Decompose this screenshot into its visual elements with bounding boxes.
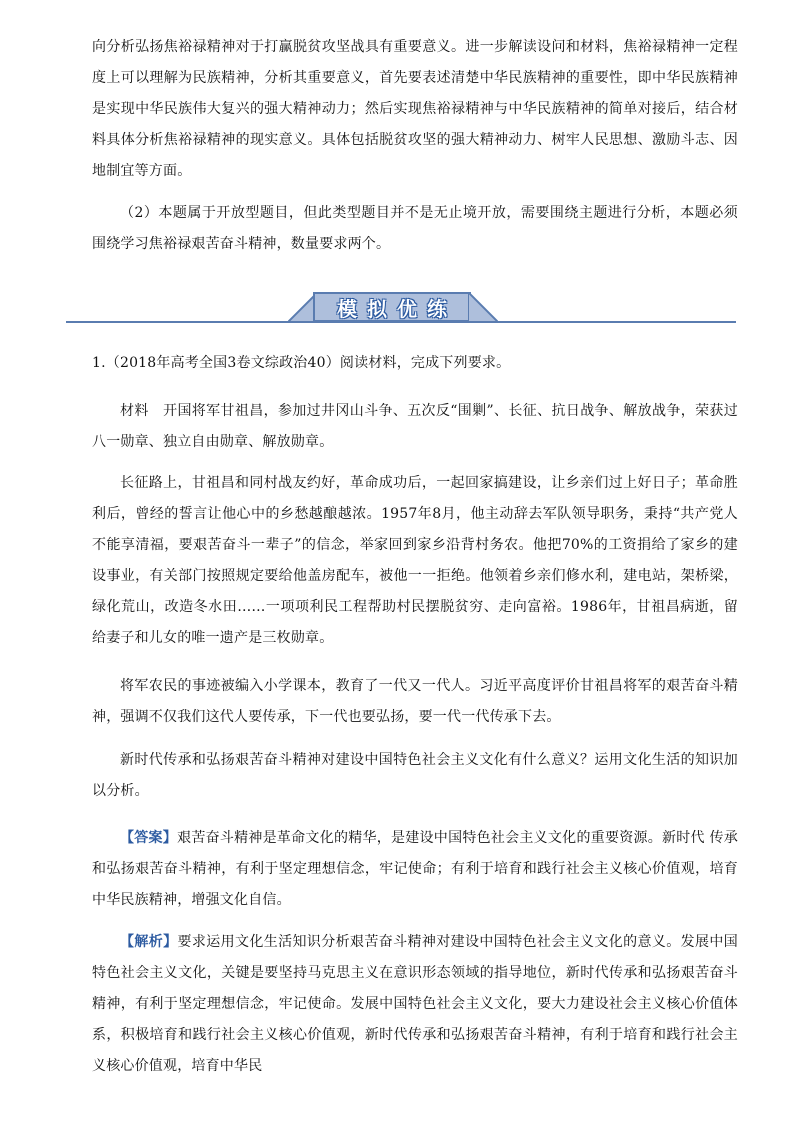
material-paragraph-b: 将军农民的事迹被编入小学课本，教育了一代又一代人。习近平高度评价甘祖昌将军的艰苦奋斗精神，强调不仅我们这代人要传承，下一代也要弘扬，要一代一代传承下去。: [92, 678, 738, 725]
section-title: 模拟优练: [337, 296, 457, 321]
question-stem: 1.（2018年高考全国3卷文综政治40）阅读材料，完成下列要求。: [92, 355, 511, 371]
material-paragraph-a: 长征路上，甘祖昌和同村战友约好，革命成功后，一起回家搞建设，让乡亲们过上好日子；革命胜利后，曾经的誓言让他心中的乡愁越酿越浓。1957年8月，他主动辞去军队领导职务，秉持“共产党人不能享清福，要艰苦奋斗一辈子”的信念，举家回到家乡沿背村务农。他把70%的工资捐给了家乡的建设事业，有关部门按照规定要给他盖房配车，被他一一拒绝。他领着乡亲们修水利，建电站，架桥梁，绿化荒山，改造冬水田……一项项利民工程帮助村民摆脱贫穷、走向富裕。1986年，甘祖昌病逝，留给妻子和儿女的唯一遗产是三枚勋章。: [92, 475, 738, 646]
answer-label: 【答案】: [120, 830, 178, 846]
question-ask: 新时代传承和弘扬艰苦奋斗精神对建设中国特色社会主义文化有什么意义？运用文化生活的知识加以分析。: [92, 752, 738, 799]
intro-paragraph-1: 向分析弘扬焦裕禄精神对于打赢脱贫攻坚战具有重要意义。进一步解读设问和材料，焦裕禄精神一定程度上可以理解为民族精神，分析其重要意义，首先要表述清楚中华民族精神的重要性，即中华民族精神是实现中华民族伟大复兴的强大精神动力；然后实现焦裕禄精神与中华民族精神的简单对接后，结合材料具体分析焦裕禄精神的现实意义。具体包括脱贫攻坚的强大精神动力、树牢人民思想、激励斗志、因地制宜等方面。: [92, 39, 738, 179]
section-banner: [0, 278, 794, 328]
analysis-block: [92, 927, 738, 1082]
banner-right-wing-icon: [468, 292, 498, 322]
intro-paragraph-2: （2）本题属于开放型题目，但此类型题目并不是无止境开放，需要围绕主题进行分析，本题必须围绕学习焦裕禄艰苦奋斗精神，数量要求两个。: [92, 205, 738, 252]
question-material: 材料 开国将军甘祖昌，参加过井冈山斗争、五次反“围剿”、长征、抗日战争、解放战争，荣获过八一勋章、独立自由勋章、解放勋章。: [92, 403, 738, 450]
answer-text: 艰苦奋斗精神是革命文化的精华，是建设中国特色社会主义文化的重要资源。新时代 传承和弘扬艰苦奋斗精神，有利于坚定理想信念，牢记使命；有利于培育和践行社会主义核心价值观，培育中华民族精神，增强文化自信。: [92, 830, 738, 908]
section-title-box: [313, 292, 471, 322]
analysis-text: 要求运用文化生活知识分析艰苦奋斗精神对建设中国特色社会主义文化的意义。发展中国特色社会主义文化，关键是要坚持马克思主义在意识形态领域的指导地位，新时代传承和弘扬艰苦奋斗精神，有利于坚定理想信念，牢记使命。发展中国特色社会主义文化，要大力建设社会主义核心价值体系，积极培育和践行社会主义核心价值观，新时代传承和弘扬艰苦奋斗精神，有利于培育和践行社会主义核心价值观，培育中华民: [92, 934, 738, 1074]
answer-block: [92, 823, 738, 916]
analysis-label: 【解析】: [120, 934, 178, 950]
